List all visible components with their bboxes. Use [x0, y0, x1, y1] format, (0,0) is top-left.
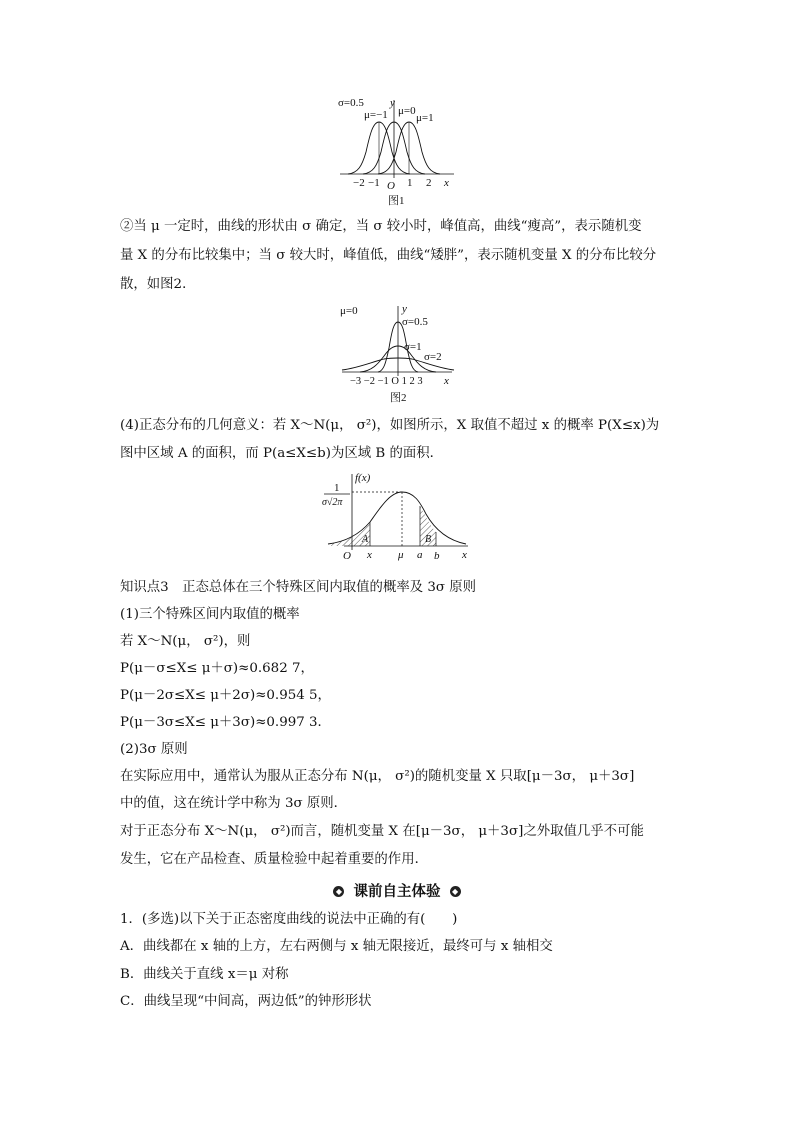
section-title: 课前自主体验	[353, 884, 441, 900]
figure-1	[330, 94, 470, 212]
figure-1-caption: 图1	[388, 195, 405, 207]
paragraph-line: 若 X～N(μ， σ²)，则	[120, 634, 251, 649]
tick-labels: −3 −2 −1 O 1 2 3	[350, 376, 423, 387]
tick-neg1: −1	[368, 177, 380, 189]
label-y: y	[390, 97, 395, 109]
label-sigma: σ=0.5	[338, 97, 364, 109]
paragraph-line: (4)正态分布的几何意义：若 X～N(μ， σ²)，如图所示，X 取值不超过 x 的概率 P(X≤x)为	[120, 418, 660, 433]
label-a: a	[417, 549, 423, 561]
density-curve	[328, 492, 466, 544]
paragraph-line: 量 X 的分布比较集中；当 σ 较大时，峰值低，曲线“矮胖”，表示随机变量 X 的分布比较分	[120, 248, 657, 263]
label-mu-1: μ=1	[416, 112, 434, 124]
label-b: b	[434, 550, 440, 562]
label-x: x	[444, 375, 449, 387]
tick-2: 2	[426, 177, 432, 189]
tick-origin: O	[387, 180, 395, 192]
formula-line: P(μ－2σ≤X≤ μ＋2σ)≈0.954 5，	[120, 688, 331, 703]
option-a: A．曲线都在 x 轴的上方，左右两侧与 x 轴无限接近，最终可与 x 轴相交	[120, 939, 553, 954]
knowledge-point-title: 知识点3 正态总体在三个特殊区间内取值的概率及 3σ 原则	[120, 580, 477, 595]
label-y: y	[402, 303, 407, 315]
figure-2	[338, 300, 466, 408]
label-x-tick: x	[367, 549, 372, 561]
label-fx: f(x)	[355, 472, 371, 484]
label-sigma-2: σ=2	[424, 351, 442, 363]
paragraph-line: (1)三个特殊区间内取值的概率	[120, 607, 300, 622]
label-sigma-05: σ=0.5	[402, 316, 428, 328]
label-mu: μ	[398, 549, 404, 561]
paragraph-line: 对于正态分布 X～N(μ， σ²)而言，随机变量 X 在[μ－3σ， μ＋3σ]之外取值几乎不可能	[120, 824, 644, 839]
paragraph-line: ②当 μ 一定时，曲线的形状由 σ 确定，当 σ 较小时，峰值高，曲线“瘦高”，表示随机变	[120, 219, 642, 234]
paragraph-line: 发生，它在产品检查、质量检验中起着重要的作用．	[120, 852, 428, 867]
formula-line: P(μ－σ≤X≤ μ＋σ)≈0.682 7，	[120, 661, 314, 676]
option-b: B．曲线关于直线 x＝μ 对称	[120, 967, 289, 982]
fraction-numerator: 1	[334, 482, 340, 494]
label-mu: μ=0	[340, 305, 358, 317]
option-c: C．曲线呈现“中间高，两边低”的钟形形状	[120, 994, 372, 1009]
chevron-down-icon: ◆	[333, 886, 344, 897]
question-stem: 1．(多选)以下关于正态密度曲线的说法中正确的有( )	[120, 912, 458, 927]
paragraph-line: (2)3σ 原则	[120, 742, 188, 757]
label-region-B: B	[425, 534, 432, 545]
label-region-A: A	[362, 534, 369, 545]
label-x-axis: x	[462, 549, 467, 561]
figure-3	[322, 470, 472, 568]
formula-line: P(μ－3σ≤X≤ μ＋3σ)≈0.997 3．	[120, 715, 331, 730]
section-header	[0, 880, 794, 901]
figure-3-graph	[322, 470, 472, 568]
label-mu-neg1: μ=−1	[364, 109, 388, 121]
figure-2-graph	[338, 300, 466, 408]
label-mu-0: μ=0	[398, 105, 416, 117]
paragraph-line: 散，如图2．	[120, 277, 196, 292]
fraction-denominator: σ√2π	[322, 497, 343, 508]
chevron-down-icon: ◆	[450, 886, 461, 897]
figure-2-caption: 图2	[390, 392, 407, 404]
paragraph-line: 中的值，这在统计学中称为 3σ 原则．	[120, 796, 348, 811]
label-sigma-1: σ=1	[404, 341, 422, 353]
label-origin: O	[343, 550, 351, 562]
label-x: x	[444, 177, 449, 189]
paragraph-line: 图中区域 A 的面积，而 P(a≤X≤b)为区域 B 的面积．	[120, 446, 444, 461]
paragraph-line: 在实际应用中，通常认为服从正态分布 N(μ， σ²)的随机变量 X 只取[μ－3σ， μ＋3σ]	[120, 769, 635, 784]
tick-1: 1	[407, 177, 413, 189]
figure-1-graph	[330, 94, 470, 212]
tick-neg2: −2	[353, 177, 365, 189]
